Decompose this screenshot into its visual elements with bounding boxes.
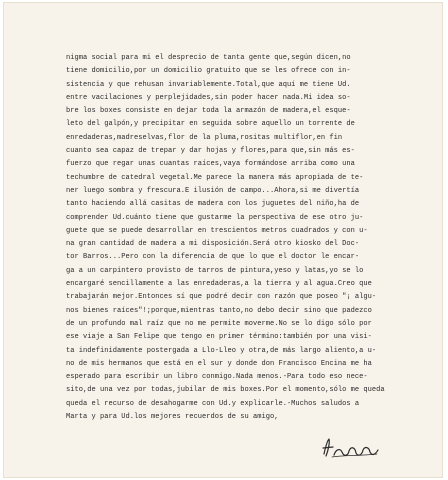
letter-line: Marta y para Ud.los mejores recuerdos de su amigo,	[66, 413, 279, 422]
letter-page	[4, 3, 442, 477]
letter-line: comprender Ud.cuánto tiene que gustarme la perspectiva de ese otro ju-	[66, 213, 364, 222]
letter-line: nigma social para mi el desprecio de tanta gente que,según dicen,no	[66, 54, 351, 62]
letter-line: ese viaje a San Felipe que tengo en primer término:también por una visi-	[66, 333, 372, 342]
letter-line: cuanto sea capaz de trepar y dar hojas y flores,para que,sin más es-	[66, 147, 355, 156]
letter-line: leto del galpón,y precipitar en seguida sobre aquello un torrente de	[66, 120, 355, 129]
letter-line: ga a un carpintero provisto de tarros de pintura,yeso y latas,yo se lo	[66, 266, 364, 275]
letter-line: na gran cantidad de madera a mi disposición.Será otro kiosko del Doc-	[66, 240, 360, 249]
letter-line: fuerzo que regar unas cuantas raíces,vaya formándose arriba como una	[66, 160, 355, 169]
letter-line: trabajarán mejor.Entonces sí que podré decir con razón que poseo "¡ algu-	[66, 293, 377, 302]
letter-line: guete que se puede desarrollar en trescientos metros cuadrados y con u-	[66, 226, 368, 235]
letter-line: nos bienes raíces"!;porque,mientras tanto,no debo decir sino que padezco	[66, 306, 372, 315]
letter-line: queda el recurso de desahogarme con Ud.y explicarle.-Muchos saludos a	[66, 399, 360, 408]
letter-line: sistencia y que rehusan invariablemente.Total,que aquí me tiene Ud.	[66, 80, 351, 89]
letter-line: techumbre de catedral vegetal.Me parece la manera más apropiada de te-	[66, 173, 364, 182]
letter-line: esperado para escribir un libro conmigo.Nada menos.-Para todo eso nece-	[66, 373, 368, 382]
letter-line: enredaderas,madreselvas,flor de la pluma,rositas multiflor,en fin	[66, 133, 343, 142]
letter-body	[66, 52, 434, 424]
letter-line: ner luego sombra y frescura.E ilusión de campo...Ahora,si me divertía	[66, 186, 360, 195]
letter-line: encargaré sencillamente a las enredaderas,a la tierra y al agua.Creo que	[66, 280, 372, 289]
letter-line: tor Barros...Pero con la diferencia de que lo que el doctor le encar-	[66, 253, 360, 262]
letter-line: de un profundo mal raíz que no me permite moverme.No se lo digo sólo por	[66, 319, 372, 328]
letter-line: bre los boxes consiste en dejar toda la armazón de madera,el esque-	[66, 107, 351, 116]
letter-line: tanto haciendo allá casitas de madera con los juguetes del niño,ha de	[66, 200, 360, 209]
letter-line: tiene domicilio,por un domicilio gratuito que se les ofrece con in-	[66, 67, 351, 76]
letter-line: sito,de una vez por todas,jubilar de mis boxes.Por el momento,sólo me queda	[66, 386, 385, 395]
letter-line: ta indefinidamente postergada a Llo-Lleo y otra,de más largo aliento,a u-	[66, 346, 377, 355]
letter-line: no de mis hermanos que está en el sur y donde don Francisco Encina me ha	[66, 359, 372, 368]
handwritten-signature	[320, 435, 382, 461]
letter-line: entre vacilaciones y perplejidades,sin poder hacer nada.Mi idea so-	[66, 93, 351, 102]
